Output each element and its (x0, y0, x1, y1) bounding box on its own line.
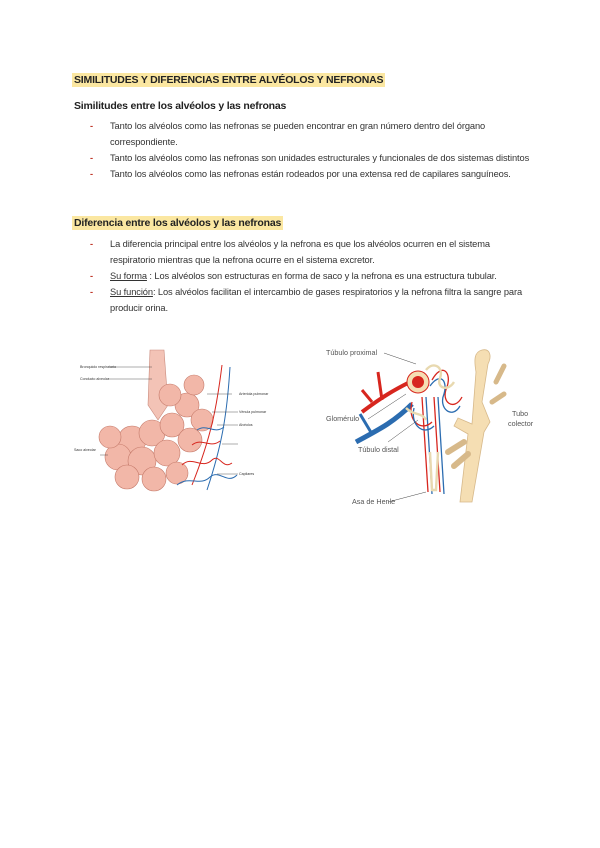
label-alveolos: Alvéolos (239, 423, 253, 427)
label-glomerulo: Glomérulo (326, 414, 360, 423)
forma-text: : Los alvéolos son estructuras en forma de saco y la nefrona es una estructura tubular. (146, 271, 497, 281)
list-item: - Tanto los alvéolos como las nefronas son unidades estructurales y funcionales de dos sistemas distintos (90, 150, 530, 166)
funcion-text: : Los alvéolos facilitan el intercambio de gases respiratorios y la nefrona filtra la sangre para producir orina. (110, 287, 523, 313)
label-conducto: Conducto alveolar (80, 377, 109, 381)
list-item: - Tanto los alvéolos como las nefronas se pueden encontrar en gran número dentro del órgano correspondiente. (90, 118, 530, 150)
diferencias-list (90, 236, 530, 316)
label-bronquiolo: Bronquiolo respiratorio (80, 365, 117, 369)
document-title: SIMILITUDES Y DIFERENCIAS ENTRE ALVÉOLOS Y NEFRONAS (74, 74, 384, 86)
forma-label: Su forma (110, 271, 147, 281)
label-proximal: Túbulo proximal (326, 348, 378, 357)
similitudes-heading: Similitudes entre los alvéolos y las nefronas (74, 100, 287, 112)
list-item: - Tanto los alvéolos como las nefronas están rodeados por una extensa red de capilares sanguíneos. (90, 166, 530, 182)
similitudes-list (90, 118, 530, 182)
alveolos-figure (72, 345, 292, 495)
list-item: - La diferencia principal entre los alvéolos y la nefrona es que los alvéolos ocurren en el sistema respiratorio mientras que la nefrona ocurre en el sistema excretor. (90, 236, 530, 268)
label-colector-2: colector (508, 419, 534, 428)
label-colector-1: Tubo (512, 409, 529, 418)
label-asa: Asa de Henle (352, 497, 396, 506)
list-item (90, 268, 530, 284)
nefrona-figure (322, 342, 544, 510)
list-item (90, 284, 530, 316)
label-vena: Vénula pulmonar (239, 410, 267, 414)
label-saco: Saco alveolar (74, 448, 96, 452)
label-arteria: Arteriola pulmonar (239, 392, 269, 396)
label-capilares: Capilares (239, 472, 255, 476)
funcion-label: Su función (110, 287, 153, 297)
diferencias-heading: Diferencia entre los alvéolos y las nefronas (74, 217, 282, 229)
label-distal: Túbulo distal (358, 445, 399, 454)
